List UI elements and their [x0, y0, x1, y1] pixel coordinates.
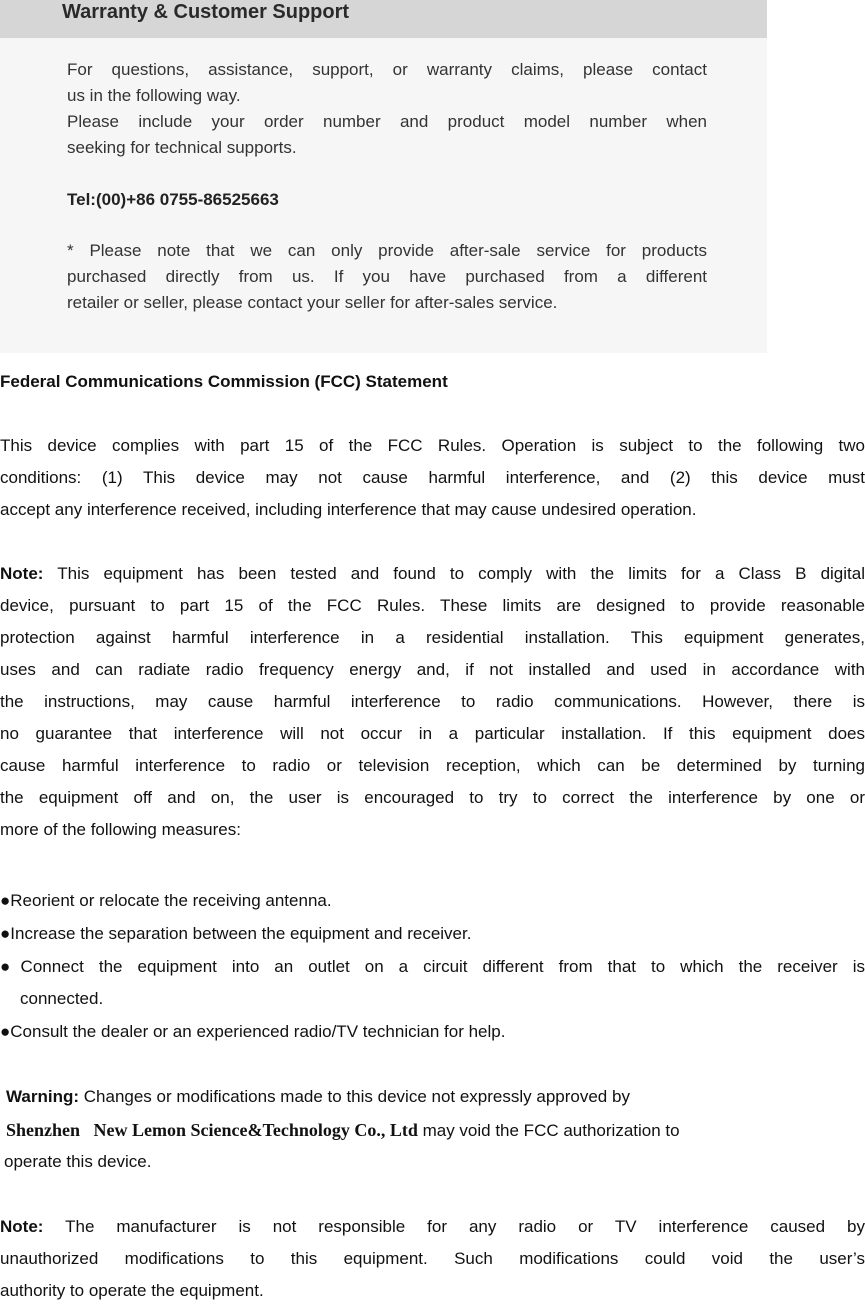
- bullet-item-consult-dealer: ●Consult the dealer or an experienced radio/TV technician for help.: [0, 1022, 506, 1041]
- note-line-8: the equipment off and on, the user is encouraged to try to correct the interference by one or: [0, 788, 865, 807]
- note2-line-1: [0, 1211, 865, 1243]
- compliance-line-3: accept any interference received, including interference that may cause undesired operation.: [0, 500, 697, 519]
- warning-label: Warning:: [6, 1087, 80, 1106]
- bullet-item-connect-outlet-cont: connected.: [20, 989, 104, 1008]
- warranty-line-3: Please include your order number and product model number when: [67, 112, 707, 131]
- warning-line-3: operate this device.: [4, 1152, 152, 1171]
- warranty-line-1: For questions, assistance, support, or warranty claims, please contact: [67, 60, 707, 79]
- note-line-3: protection against harmful interference in a residential installation. This equipment generates,: [0, 628, 865, 647]
- warranty-telephone: Tel:(00)+86 0755-86525663: [67, 190, 279, 209]
- warranty-note-line-3: retailer or seller, please contact your seller for after-sales service.: [67, 293, 558, 312]
- note-line-9: more of the following measures:: [0, 820, 241, 839]
- compliance-line-2: conditions: (1) This device may not cause harmful interference, and (2) this device must: [0, 468, 865, 487]
- warranty-title: Warranty & Customer Support: [62, 1, 350, 23]
- warranty-note-line-1: * Please note that we can only provide after-sale service for products: [67, 241, 707, 260]
- warning-line-1-text: Changes or modifications made to this device not expressly approved by: [79, 1087, 630, 1106]
- note-line-1-text: This equipment has been tested and found to comply with the limits for a Class B digital: [43, 564, 865, 583]
- note-line-1: [0, 558, 865, 590]
- note-label: Note:: [0, 564, 44, 583]
- warranty-line-2: us in the following way.: [67, 86, 241, 105]
- warranty-support-box: [0, 0, 767, 353]
- note-line-5: the instructions, may cause harmful interference to radio communications. However, there is: [0, 692, 865, 711]
- warning-line-1: [6, 1081, 865, 1113]
- note-line-4: uses and can radiate radio frequency energy and, if not installed and used in accordance with: [0, 660, 865, 679]
- warranty-note-line-2: purchased directly from us. If you have purchased from a different: [67, 267, 707, 286]
- warning-line-2: [6, 1114, 865, 1147]
- note-line-2: device, pursuant to part 15 of the FCC Rules. These limits are designed to provide reasonable: [0, 596, 865, 615]
- note2-line-1-text: The manufacturer is not responsible for any radio or TV interference caused by: [43, 1217, 865, 1236]
- fcc-statement-title: Federal Communications Commission (FCC) Statement: [0, 372, 448, 391]
- bullet-item-increase-separation: ●Increase the separation between the equipment and receiver.: [0, 924, 472, 943]
- compliance-line-1: This device complies with part 15 of the FCC Rules. Operation is subject to the following two: [0, 436, 865, 455]
- warning-line-2-text: may void the FCC authorization to: [417, 1121, 680, 1140]
- bullet-item-reorient: ●Reorient or relocate the receiving antenna.: [0, 891, 332, 910]
- company-name: Shenzhen New Lemon Science&Technology Co., Ltd: [6, 1120, 418, 1140]
- note-line-7: cause harmful interference to radio or television reception, which can be determined by turning: [0, 756, 865, 775]
- warranty-line-4: seeking for technical supports.: [67, 138, 297, 157]
- bullet-item-connect-outlet: ●Connect the equipment into an outlet on a circuit different from that to which the receiver is: [0, 957, 865, 976]
- note-line-6: no guarantee that interference will not occur in a particular installation. If this equipment does: [0, 724, 865, 743]
- note2-line-3: authority to operate the equipment.: [0, 1281, 264, 1300]
- note2-label: Note:: [0, 1217, 44, 1236]
- note2-line-2: unauthorized modifications to this equipment. Such modifications could void the user’s: [0, 1249, 865, 1268]
